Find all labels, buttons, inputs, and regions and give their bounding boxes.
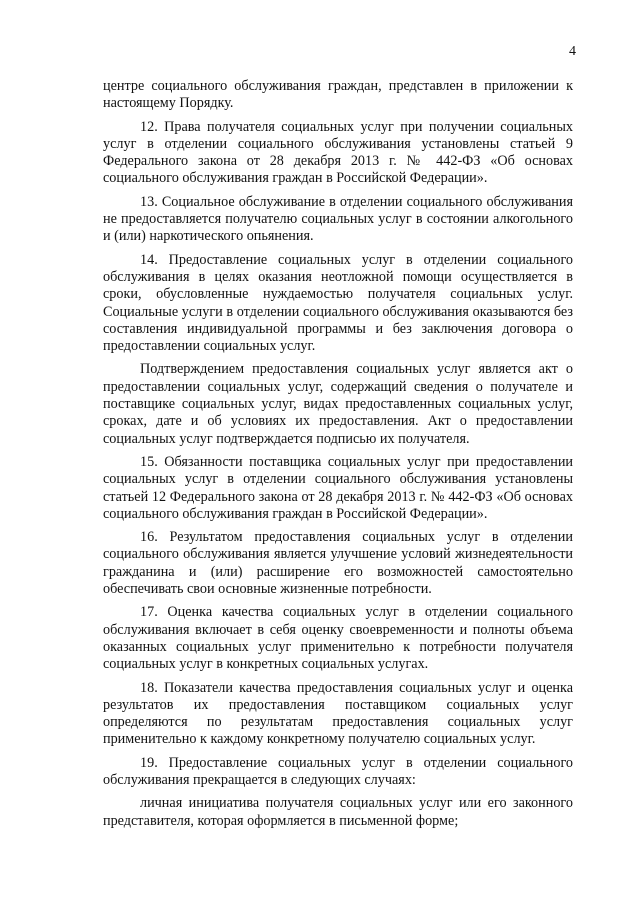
paragraph-continuation: центре социального обслуживания граждан, представлен в приложении к настоящему Порядку. (103, 78, 573, 112)
paragraph-17: 17. Оценка качества социальных услуг в отделении социального обслуживания включает в себя оценку своевременности и полноты объема оказанных социальных услуг применительно к потребности получателя социальных услуг в конкретных социальных услугах. (103, 604, 573, 673)
paragraph-15: 15. Обязанности поставщика социальных услуг при предоставлении социальных услуг в отделении социального обслуживания установлены статьей 12 Федерального закона от 28 декабря 2013 г. № 442-ФЗ «Об основах социального обслуживания граждан в Российской Федерации». (103, 453, 573, 522)
page-number: 4 (569, 44, 576, 59)
paragraph-19: 19. Предоставление социальных услуг в отделении социального обслуживания прекращается в следующих случаях: (103, 754, 573, 788)
document-body (103, 78, 573, 830)
paragraph-16: 16. Результатом предоставления социальных услуг в отделении социального обслуживания является улучшение условий жизнедеятельности гражданина и (или) расширение его возможностей самостоятельно обеспечивать свои основные жизненные потребности. (103, 529, 573, 598)
paragraph-18: 18. Показатели качества предоставления социальных услуг и оценка результатов их предоставления поставщиком социальных услуг определяются по результатам предоставления социальных услуг применительно к каждому конкретному получателю социальных услуг. (103, 679, 573, 748)
paragraph-19-case-1: личная инициатива получателя социальных услуг или его законного представителя, которая оформляется в письменной форме; (103, 795, 573, 829)
paragraph-14-act: Подтверждением предоставления социальных услуг является акт о предоставлении социальных услуг, содержащий сведения о получателе и поставщике социальных услуг, видах предоставленных социальных услуг, сроках, дате и об условиях их предоставления. Акт о предоставлении социальных услуг подтверждается подписью их получателя. (103, 361, 573, 447)
paragraph-13: 13. Социальное обслуживание в отделении социального обслуживания не предоставляется получателю социальных услуг в состоянии алкогольного и (или) наркотического опьянения. (103, 193, 573, 245)
paragraph-14: 14. Предоставление социальных услуг в отделении социального обслуживания в целях оказания неотложной помощи осуществляется в сроки, обусловленные нуждаемостью получателя социальных услуг. Социальные услуги в отделении социального обслуживания оказываются без составления индивидуальной программы и без заключения договора о предоставлении социальных услуг. (103, 251, 573, 355)
paragraph-12: 12. Права получателя социальных услуг при получении социальных услуг в отделении социального обслуживания установлены статьей 9 Федерального закона от 28 декабря 2013 г. № 442-ФЗ «Об основах социального обслуживания граждан в Российской Федерации». (103, 118, 573, 187)
